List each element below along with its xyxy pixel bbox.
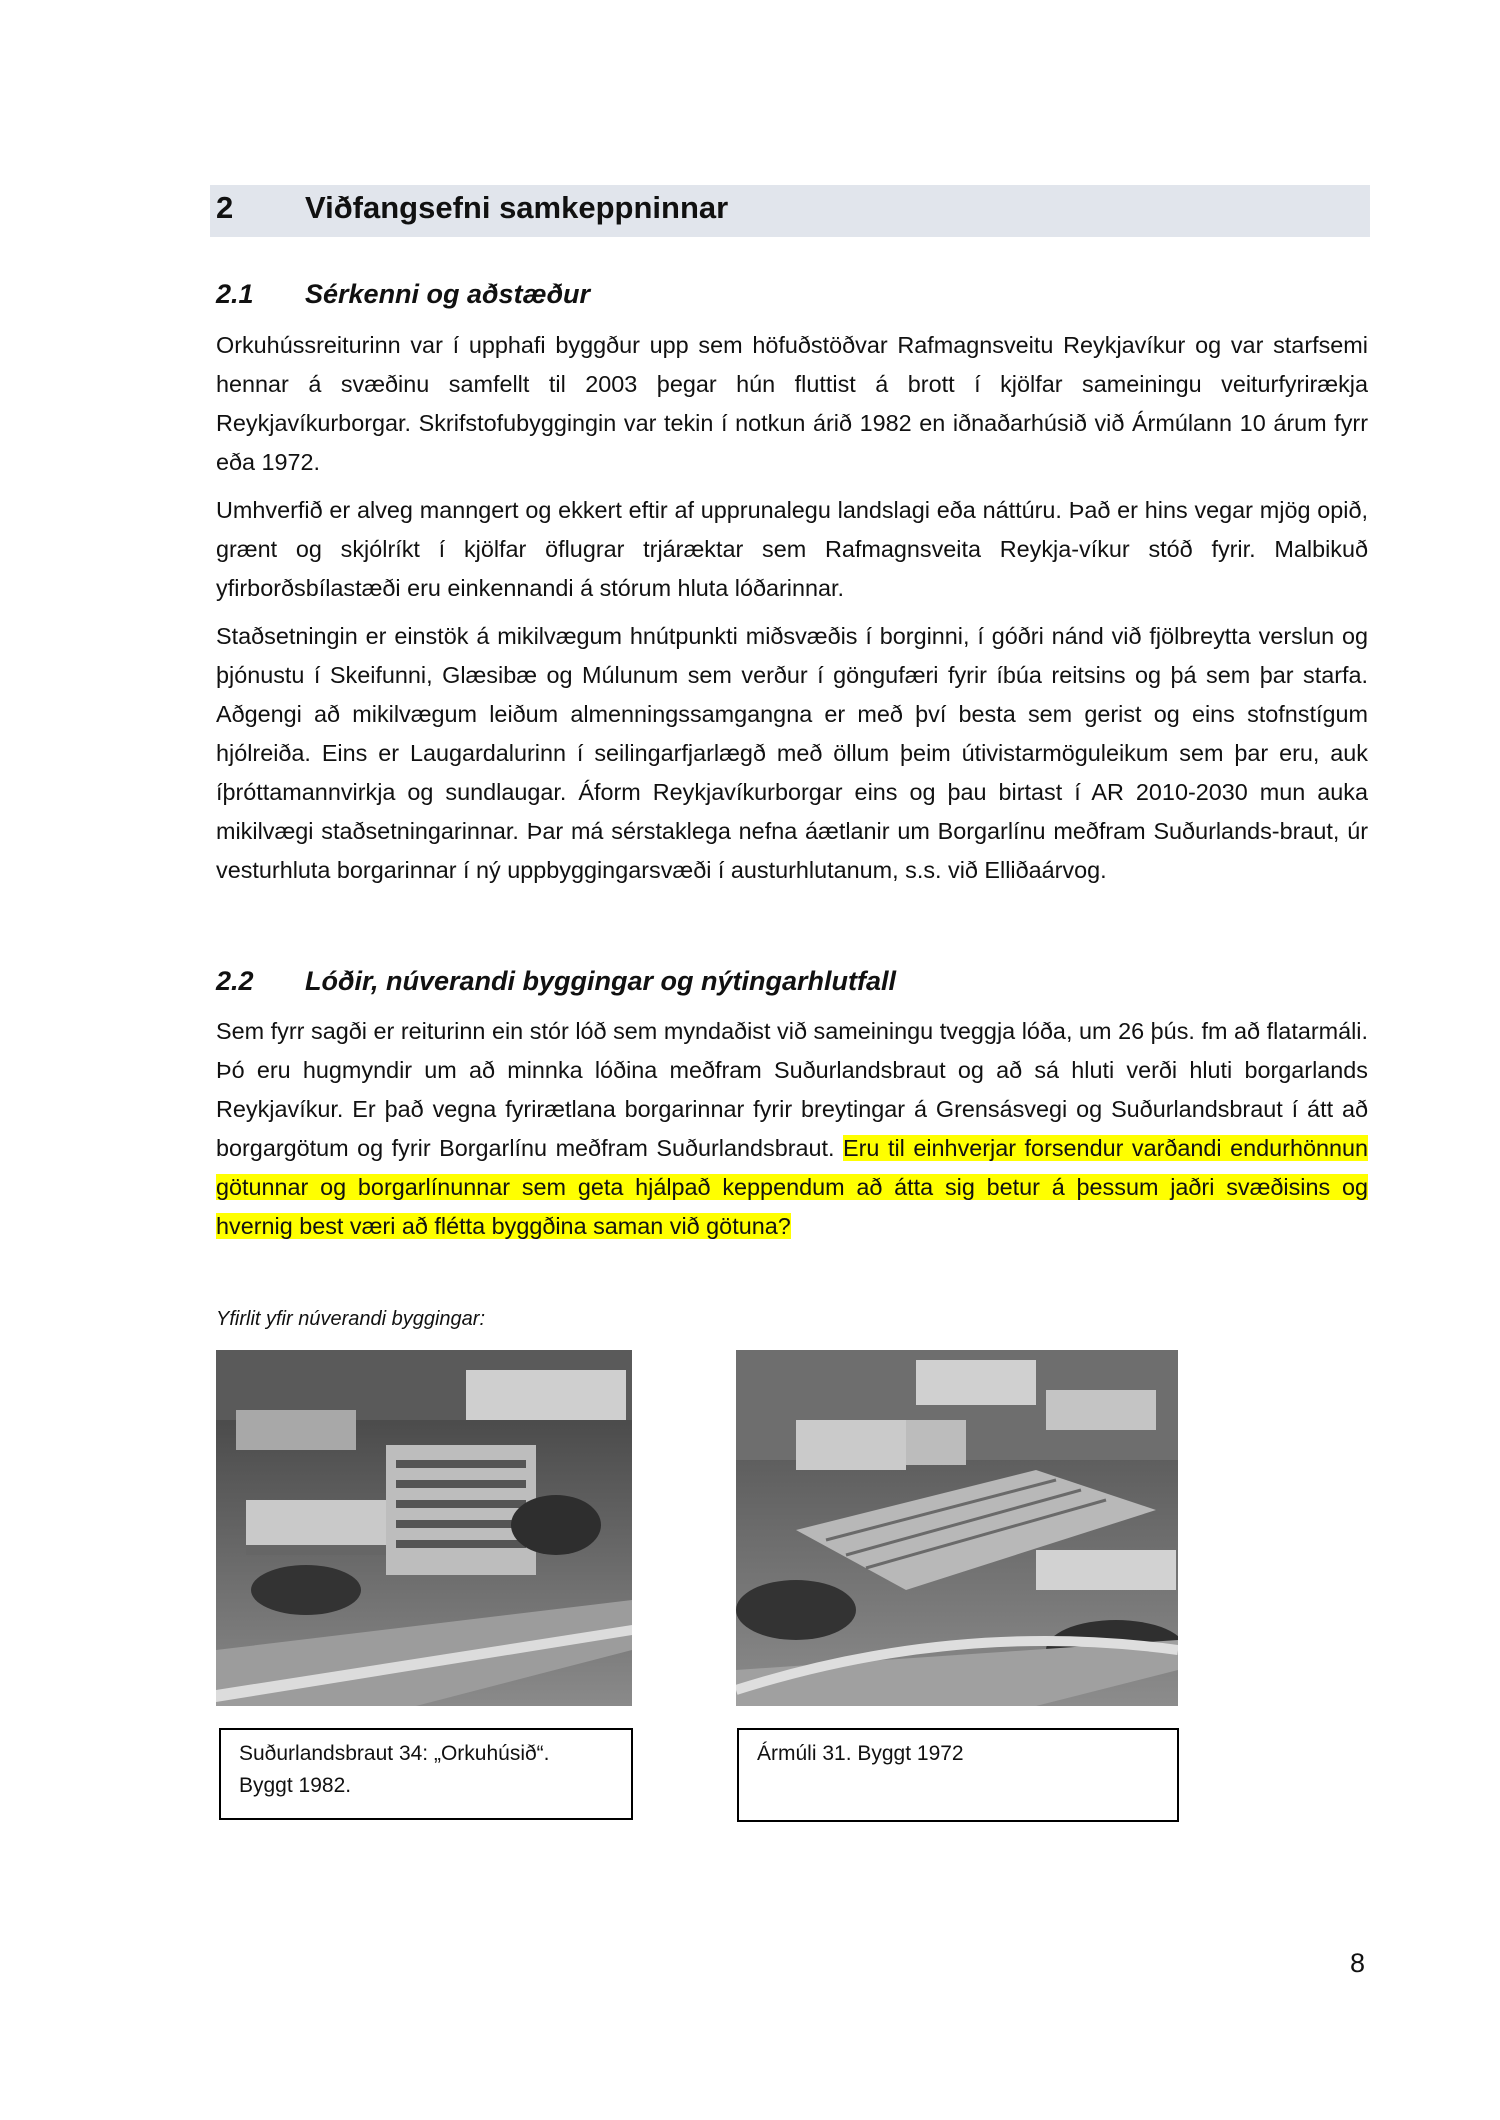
chapter-title: Viðfangsefni samkeppninnar <box>305 190 729 225</box>
paragraph-location: Staðsetningin er einstök á mikilvægum hnútpunkti miðsvæðis í borginni, í góðri nánd við fjölbreytta verslun og þjónustu í Skeifunni, Glæsibæ og Múlunum sem verður í göngufæri fyrir íbúa reitsins og þá sem þar starfa. Aðgengi að mikilvægum leiðum almenningssamgangna er með því besta sem gerist og eins stofnstígum hjólreiða. Eins er Laugardalurinn í seilingarfjarlægð með öllum þeim útivistarmöguleikum sem þar eru, auk íþróttamannvirkja og sundlaugar. Áform Reykjavíkurborgar eins og þau birtast í AR 2010-2030 mun auka mikilvægi staðsetningarinnar. Þar má sérstaklega nefna áætlanir um Borgarlínu meðfram Suðurlands-braut, úr vesturhluta borgarinnar í ný uppbyggingarsvæði í austurhlutanum, s.s. við Elliðaárvog. <box>216 623 1368 883</box>
section-2-2-title: Lóðir, núverandi byggingar og nýtingarhlutfall <box>305 966 897 996</box>
section-2-1-number: 2.1 <box>216 279 254 309</box>
caption-armuli <box>737 1728 1179 1822</box>
caption-orkuhusid-line1: Suðurlandsbraut 34: „Orkuhúsið“. <box>239 1742 550 1765</box>
paragraph-environment: Umhverfið er alveg manngert og ekkert eftir af upprunalegu landslagi eða náttúru. Það er hins vegar mjög opið, grænt og skjólríkt í kjölfar öflugrar trjáræktar sem Rafmagnsveita Reykja-víkur stóð fyrir. Malbikuð yfirborðsbílastæði eru einkennandi á stórum hluta lóðarinnar. <box>216 497 1368 601</box>
caption-orkuhusid <box>219 1728 633 1820</box>
paragraph-lots-text: Sem fyrr sagði er reiturinn ein stór lóð sem myndaðist við sameiningu tveggja lóða, um 26 þús. fm að flatarmáli. Þó eru hugmyndir um að minnka lóðina meðfram Suðurlandsbraut og að sá hluti verði hluti borgarlands Reykjavíkur. Er það vegna fyrirætlana borgarinnar fyrir breytingar á Grensásvegi og Suðurlandsbraut í átt að borgargötum og fyrir Borgarlínu meðfram Suðurlandsbraut. <box>216 1018 1368 1161</box>
paragraph-lots <box>216 1012 1368 1246</box>
caption-orkuhusid-line2: Byggt 1982. <box>239 1774 352 1797</box>
photo-armuli <box>736 1350 1178 1706</box>
highlighted-question: Eru til einhverjar forsendur varðandi endurhönnun götunnar og borgarlínunnar sem geta hjálpað keppendum að átta sig betur á þessum jaðri svæðisins og hvernig best væri að flétta byggðina saman við götuna? <box>216 1135 1368 1239</box>
section-2-1-title: Sérkenni og aðstæður <box>305 279 591 309</box>
photo-orkuhusid <box>216 1350 632 1706</box>
page-number: 8 <box>1349 1948 1365 1978</box>
section-2-2-number: 2.2 <box>216 966 254 996</box>
caption-armuli-line1: Ármúli 31. Byggt 1972 <box>757 1742 964 1765</box>
paragraph-history: Orkuhússreiturinn var í upphafi byggður upp sem höfuðstöðvar Rafmagnsveitu Reykjavíkur og var starfsemi hennar á svæðinu samfellt til 2003 þegar hún fluttist á brott í kjölfar sameiningu veiturfyrirækja Reykjavíkurborgar. Skrifstofubyggingin var tekin í notkun árið 1982 en iðnaðarhúsið við Ármúlann 10 árum fyrr eða 1972. <box>216 332 1368 475</box>
chapter-number: 2 <box>216 190 234 225</box>
figures-intro: Yfirlit yfir núverandi byggingar: <box>216 1308 486 1330</box>
